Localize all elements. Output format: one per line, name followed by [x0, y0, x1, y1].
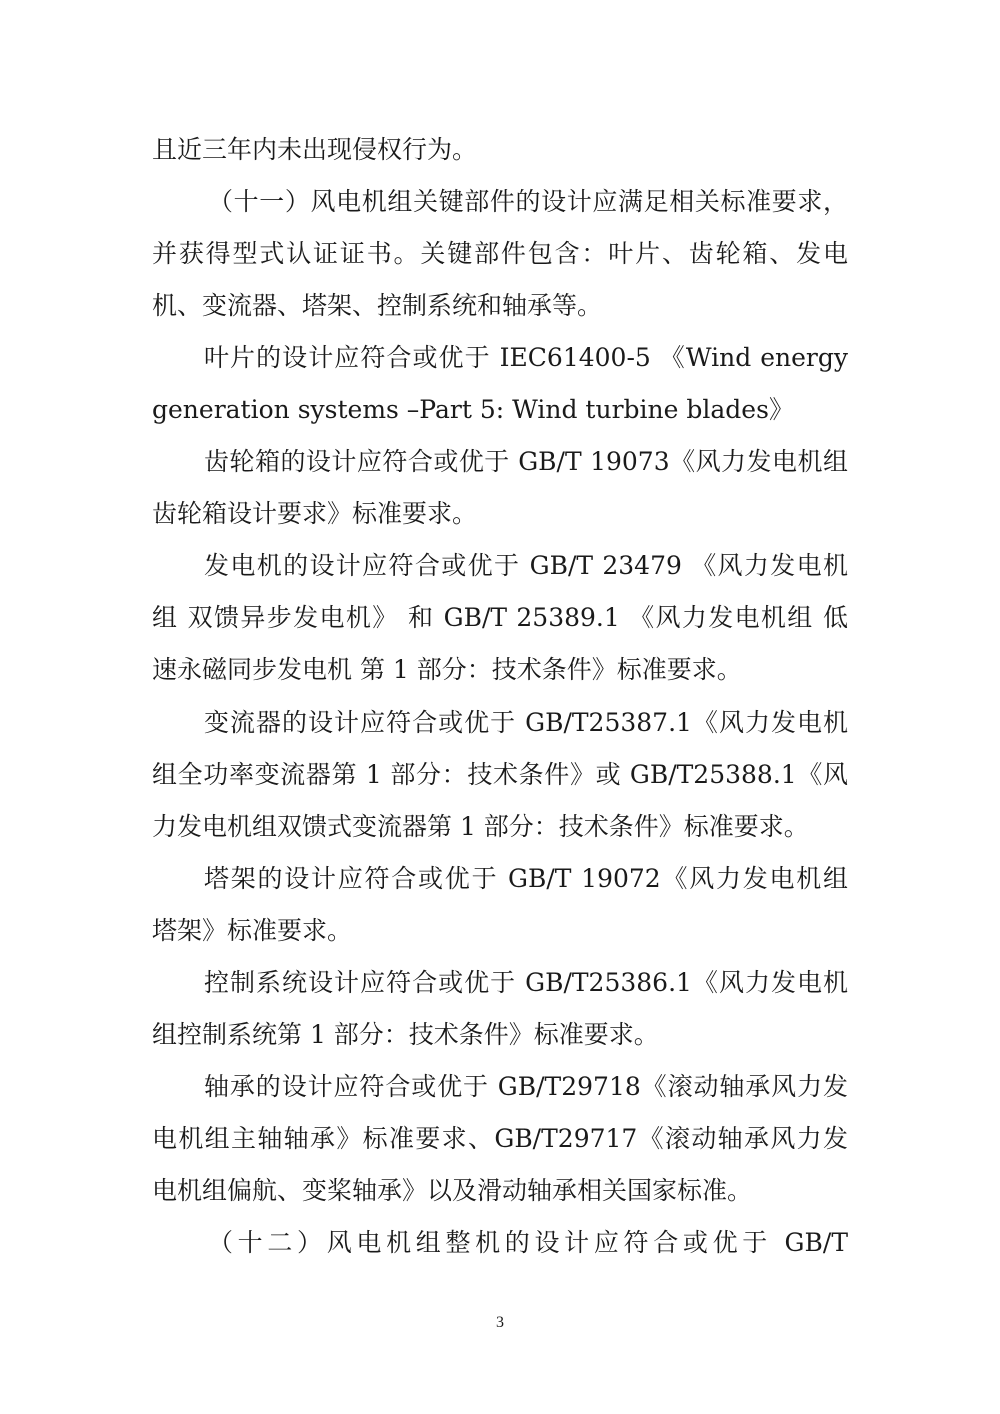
text-line: 电机组主轴轴承》标准要求、GB/T29717《滚动轴承风力发	[152, 1124, 848, 1153]
page-number: 3	[496, 1314, 504, 1331]
text-line: 齿轮箱的设计应符合或优于 GB/T 19073《风力发电机组	[204, 447, 848, 476]
text-line: 且近三年内未出现侵权行为。	[152, 135, 478, 164]
text-line: 组控制系统第 1 部分：技术条件》标准要求。	[152, 1020, 659, 1049]
text-line: 机、变流器、塔架、控制系统和轴承等。	[152, 291, 603, 320]
text-line: 轴承的设计应符合或优于 GB/T29718《滚动轴承风力发	[204, 1072, 848, 1101]
text-line: 速永磁同步发电机 第 1 部分：技术条件》标准要求。	[152, 655, 742, 684]
text-line: 组全功率变流器第 1 部分：技术条件》或 GB/T25388.1《风	[152, 760, 848, 789]
text-line: 叶片的设计应符合或优于 IEC61400-5 《Wind energy	[204, 343, 848, 372]
text-line: 变流器的设计应符合或优于 GB/T25387.1《风力发电机	[204, 708, 848, 737]
text-line: 力发电机组双馈式变流器第 1 部分：技术条件》标准要求。	[152, 812, 809, 841]
text-line: 并获得型式认证证书。关键部件包含：叶片、齿轮箱、发电	[152, 239, 848, 268]
text-line: generation systems –Part 5: Wind turbine blades》	[152, 395, 794, 424]
text-line: 组 双馈异步发电机》 和 GB/T 25389.1 《风力发电机组 低	[152, 603, 848, 632]
text-line: 发电机的设计应符合或优于 GB/T 23479 《风力发电机	[204, 551, 848, 580]
text-line: （十二）风电机组整机的设计应符合或优于 GB/T	[208, 1228, 848, 1257]
text-line: 齿轮箱设计要求》标准要求。	[152, 499, 478, 528]
text-line: 电机组偏航、变桨轴承》以及滑动轴承相关国家标准。	[152, 1176, 753, 1205]
text-line: 塔架的设计应符合或优于 GB/T 19072《风力发电机组	[204, 864, 848, 893]
text-line: 塔架》标准要求。	[152, 916, 353, 945]
text-line: （十一）风电机组关键部件的设计应满足相关标准要求，	[208, 187, 848, 216]
text-line: 控制系统设计应符合或优于 GB/T25386.1《风力发电机	[204, 968, 848, 997]
